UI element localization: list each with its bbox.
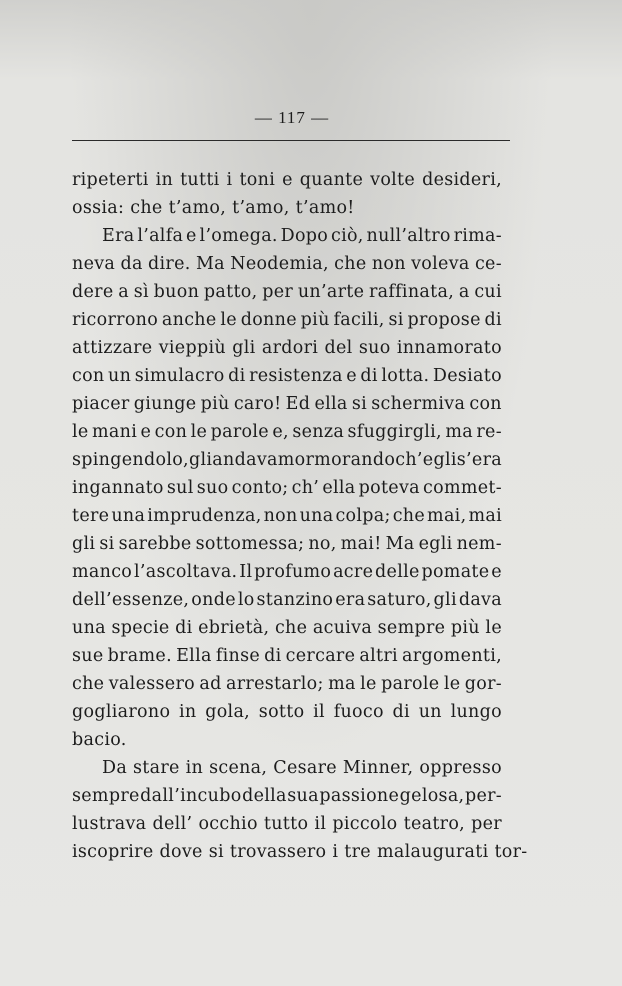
text-line: una specie di ebrietà, che acuiva sempre più le [72,618,502,638]
text-line: attizzare vieppiù gli ardori del suo innamorato [72,338,502,358]
text-line: iscoprire dove si trovassero i tre malaugurati tor- [72,842,528,862]
text-line: spingendolo, gli andava mormorando ch’egli s’era [72,450,502,470]
text-line: neva da dire. Ma Neodemia, che non voleva ce- [72,254,502,274]
text-line: piacer giunge più caro! Ed ella si schermiva con [72,394,502,414]
text-line: ripeterti in tutti i toni e quante volte desideri, [72,170,502,190]
text-line: ricorrono anche le donne più facili, si propose di [72,310,502,330]
body-text [72,166,528,866]
paragraph [72,222,502,754]
text-line: ossia: che t’amo, t’amo, t’amo! [72,198,355,218]
text-line: sempre dall’incubo della sua passione gelosa, per- [72,786,502,806]
text-line: Da stare in scena, Cesare Minner, oppresso [102,758,502,778]
text-line: che valessero ad arrestarlo; ma le parole le gor- [72,674,502,694]
text-line: dere a sì buon patto, per un’arte raffinata, a cui [72,282,502,302]
text-line: bacio. [72,730,127,750]
paragraph [72,166,502,222]
text-line: dell’essenze, onde lo stanzino era saturo, gli dava [72,590,502,610]
text-line: gli si sarebbe sottomessa; no, mai! Ma egli nem- [72,534,502,554]
header-rule [72,140,510,141]
text-line: Era l’alfa e l’omega. Dopo ciò, null’altro rima- [102,226,502,246]
text-line: ingannato sul suo conto; ch’ ella poteva commet- [72,478,502,498]
text-line: manco l’ascoltava. Il profumo acre delle pomate e [72,562,502,582]
text-line: le mani e con le parole e, senza sfuggirgli, ma re- [72,422,502,442]
text-line: sue brame. Ella finse di cercare altri argomenti, [72,646,502,666]
text-line: gogliarono in gola, sotto il fuoco di un lungo [72,702,502,722]
text-line: con un simulacro di resistenza e di lotta. Desiato [72,366,502,386]
text-line: tere una imprudenza, non una colpa; che mai, mai [72,506,502,526]
page-number-header: — 117 — [254,108,330,127]
paragraph [72,754,528,866]
text-line: lustrava dell’ occhio tutto il piccolo teatro, per [72,814,502,834]
